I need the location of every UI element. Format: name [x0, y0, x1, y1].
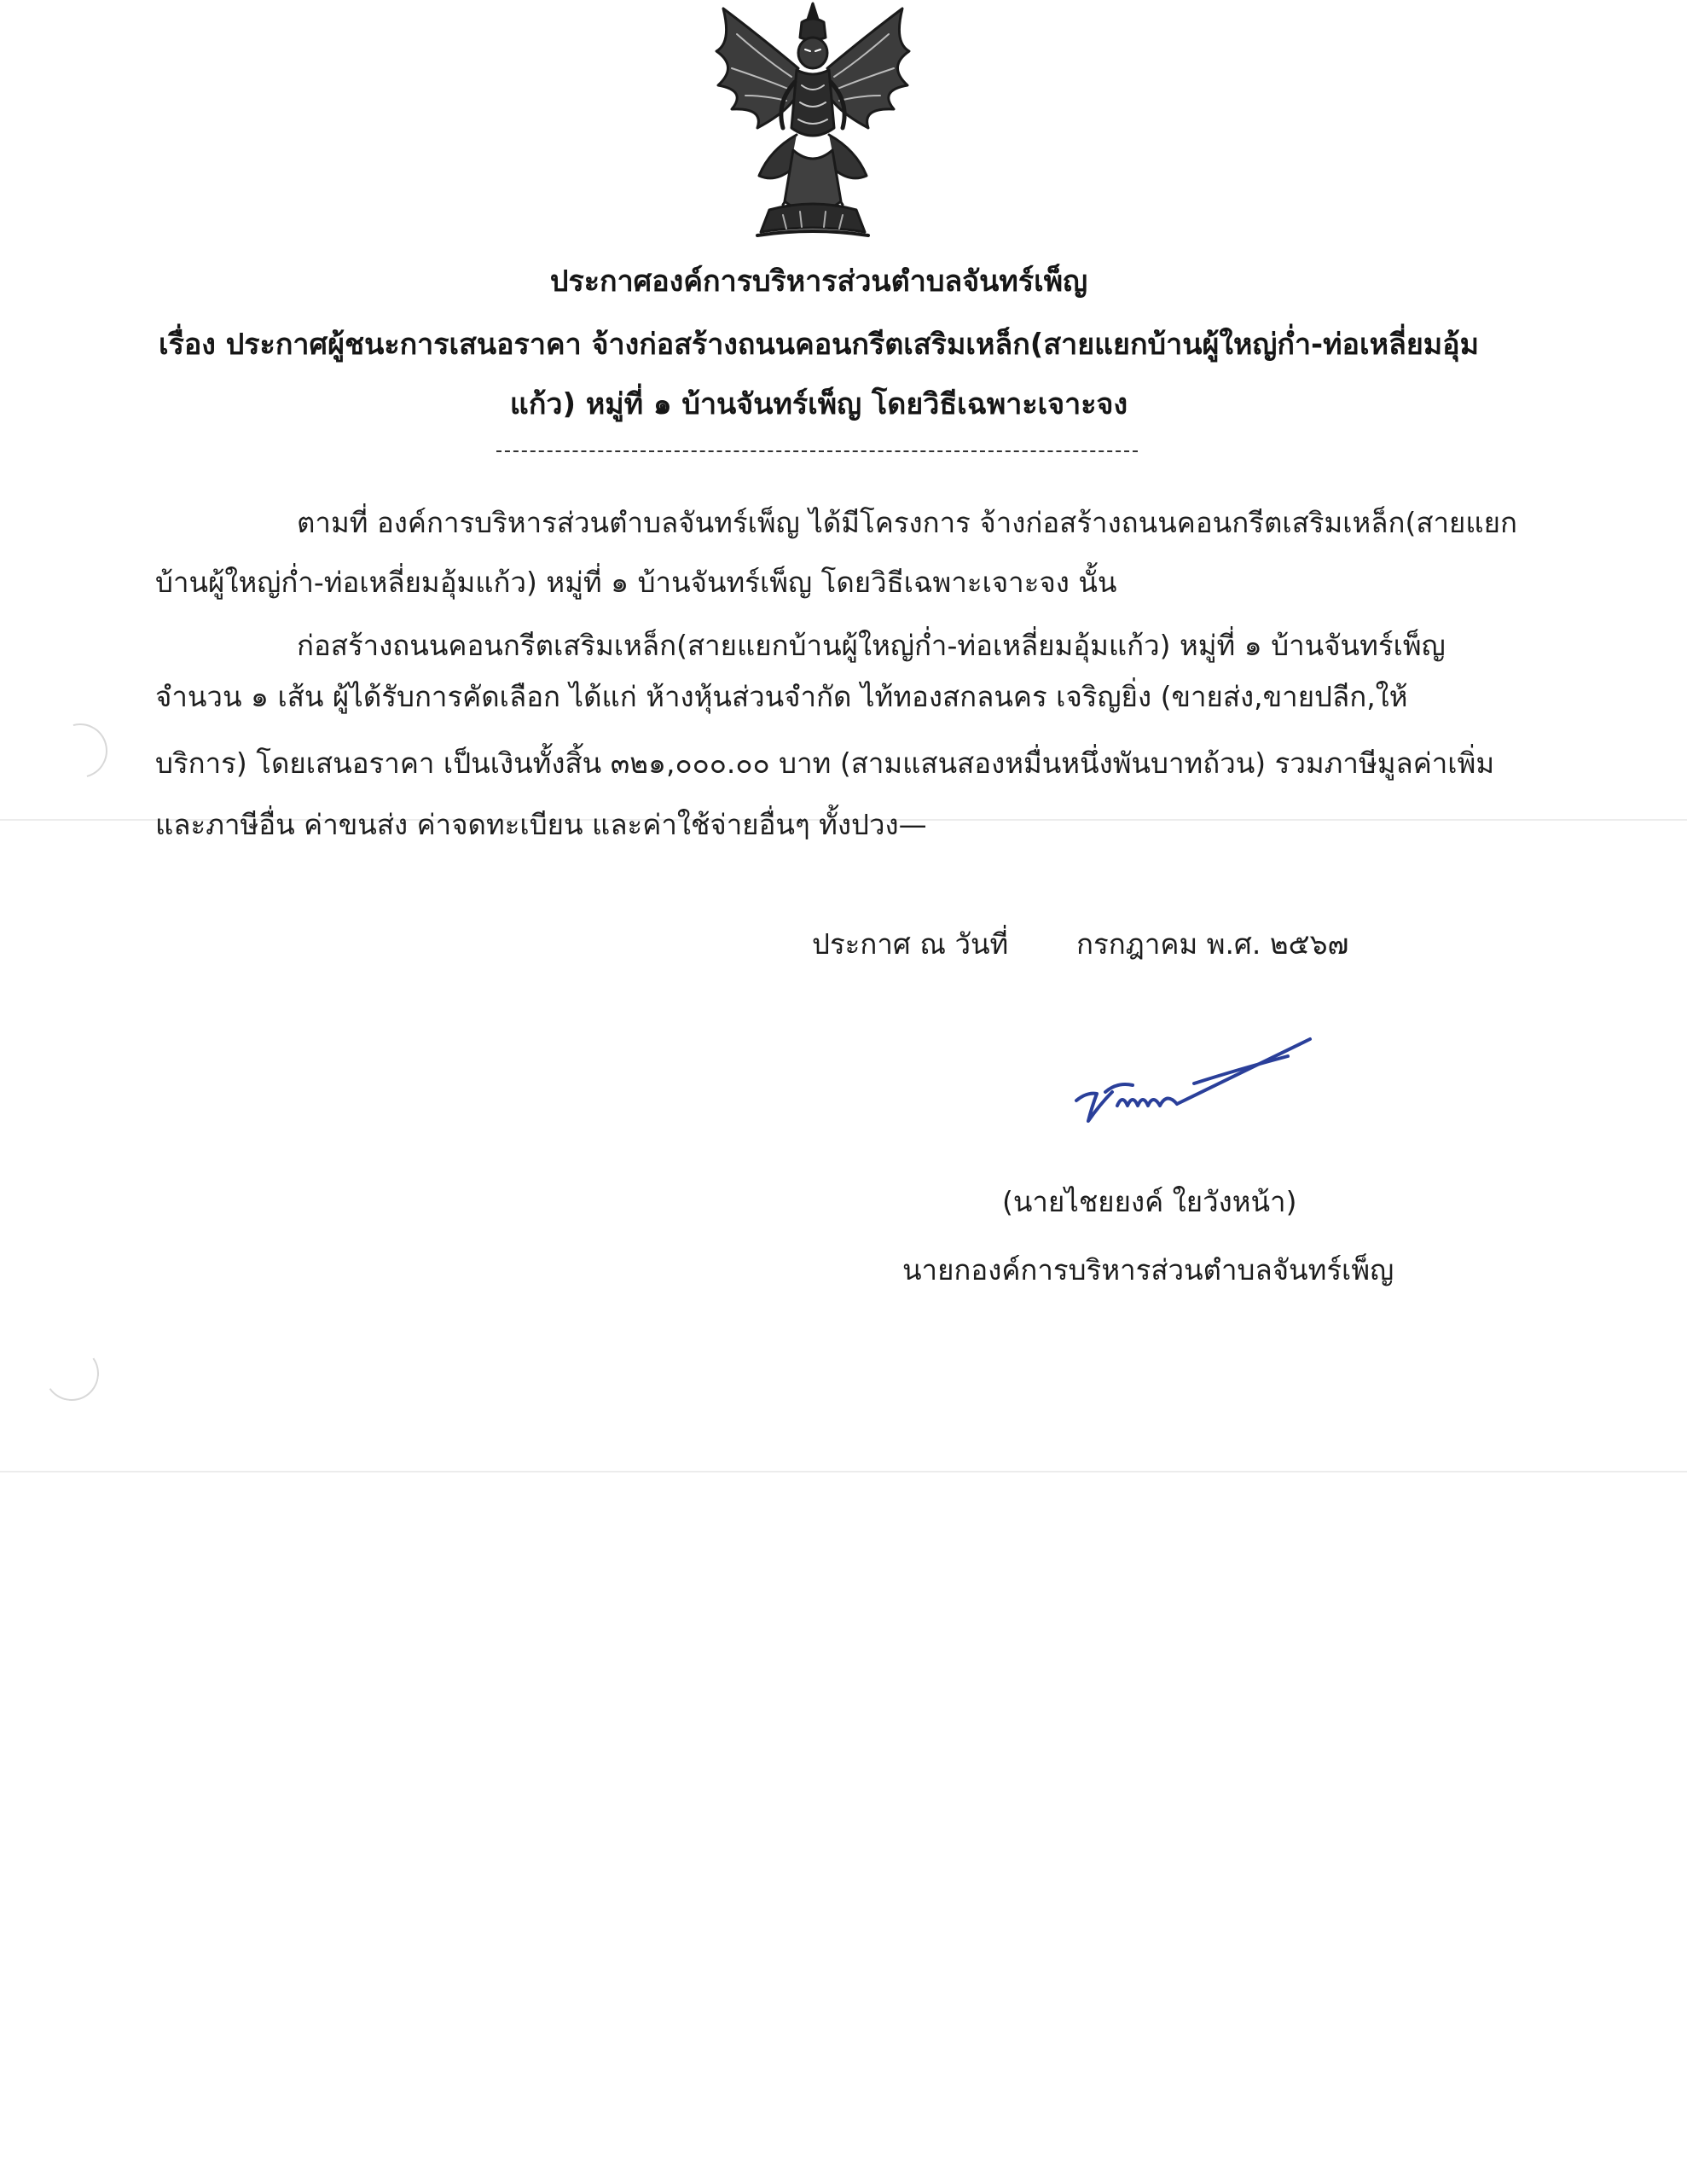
- body-text-line: ก่อสร้างถนนคอนกรีตเสริมเหล็ก(สายแยกบ้านผู้ใหญ่ก่ำ-ท่อเหลี่ยมอุ้มแก้ว) หมู่ที่ ๑ บ้านจันทร์เพ็ญ: [297, 629, 1446, 662]
- body-text-line: ตามที่ องค์การบริหารส่วนตำบลจันทร์เพ็ญ ได้มีโครงการ จ้างก่อสร้างถนนคอนกรีตเสริมเหล็ก(สายแยก: [297, 506, 1517, 539]
- punch-hole-mark: [40, 1342, 103, 1405]
- signer-position: นายกองค์การบริหารส่วนตำบลจันทร์เพ็ญ: [902, 1253, 1394, 1287]
- announcement-date-value: กรกฎาคม พ.ศ. ๒๕๖๗: [1076, 927, 1349, 961]
- body-text-line: บ้านผู้ใหญ่ก่ำ-ท่อเหลี่ยมอุ้มแก้ว) หมู่ที่ ๑ บ้านจันทร์เพ็ญ โดยวิธีเฉพาะเจาะจง นั้น: [155, 566, 1117, 599]
- handwritten-signature: [1066, 1032, 1322, 1135]
- body-text-line: จำนวน ๑ เส้น ผู้ได้รับการคัดเลือก ได้แก่ ห้างหุ้นส่วนจำกัด ไท้ทองสกลนคร เจริญยิ่ง (ขายส่ง,ขายปลีก,ให้: [155, 680, 1408, 713]
- dashed-separator: [496, 450, 1138, 452]
- fold-line: [0, 1471, 1687, 1472]
- announcement-title: ประกาศองค์การบริหารส่วนตำบลจันทร์เพ็ญ: [549, 264, 1088, 299]
- announcement-subject-line: เรื่อง ประกาศผู้ชนะการเสนอราคา จ้างก่อสร้างถนนคอนกรีตเสริมเหล็ก(สายแยกบ้านผู้ใหญ่ก่ำ-ท่อเหลี่ยมอุ้ม: [158, 328, 1480, 362]
- announcement-date-label: ประกาศ ณ วันที่: [812, 927, 1009, 961]
- body-text-line: และภาษีอื่น ค่าขนส่ง ค่าจดทะเบียน และค่าใช้จ่ายอื่นๆ ทั้งปวง—: [155, 808, 927, 841]
- announcement-subject-line: แก้ว) หมู่ที่ ๑ บ้านจันทร์เพ็ญ โดยวิธีเฉพาะเจาะจง: [509, 387, 1128, 421]
- garuda-emblem-icon: [698, 0, 928, 243]
- signer-name: (นายไชยยงค์ ใยวังหน้า): [1002, 1185, 1297, 1218]
- punch-hole-mark: [43, 713, 117, 787]
- body-text-line: บริการ) โดยเสนอราคา เป็นเงินทั้งสิ้น ๓๒๑,๐๐๐.๐๐ บาท (สามแสนสองหมื่นหนึ่งพันบาทถ้วน) รวมภาษีมูลค่าเพิ่ม: [155, 746, 1495, 780]
